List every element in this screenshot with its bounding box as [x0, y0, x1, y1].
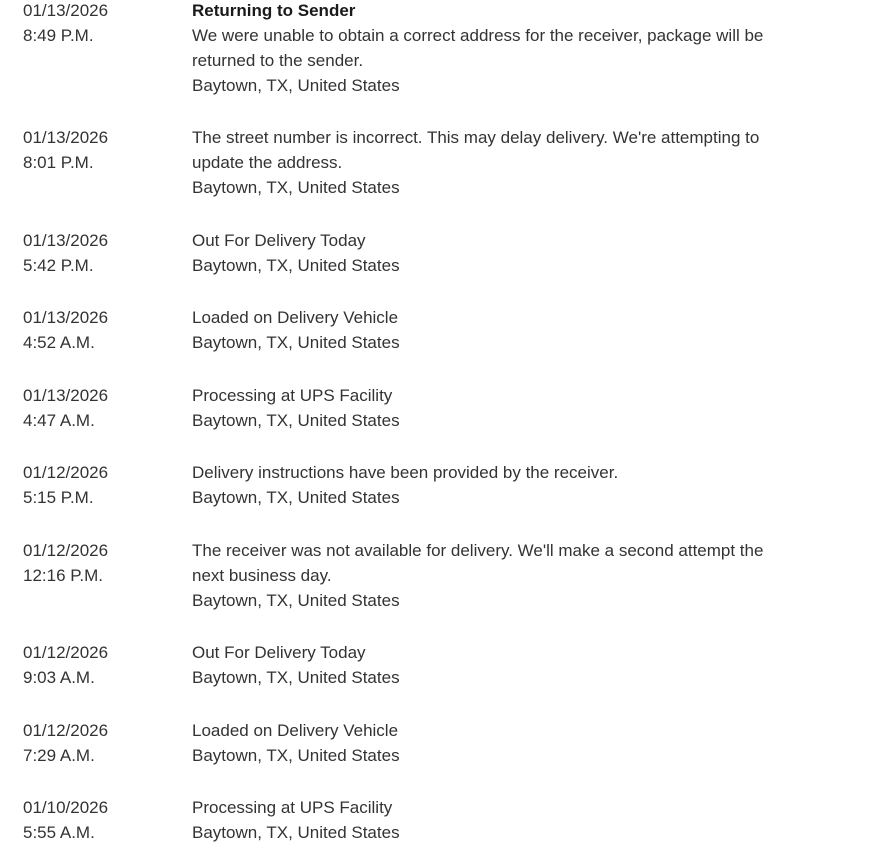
event-datetime — [23, 718, 183, 768]
event-datetime — [23, 460, 183, 510]
event-details — [192, 0, 792, 98]
event-datetime — [23, 0, 183, 48]
event-date: 01/13/2026 — [23, 1, 109, 20]
event-details — [192, 383, 792, 433]
event-datetime — [23, 538, 183, 588]
event-detail-line: next business day. — [192, 566, 332, 585]
event-time: 9:03 A.M. — [23, 668, 95, 687]
event-date: 01/13/2026 — [23, 128, 109, 147]
event-location: Baytown, TX, United States — [192, 591, 400, 610]
event-status: Loaded on Delivery Vehicle — [192, 721, 399, 740]
event-location: Baytown, TX, United States — [192, 333, 400, 352]
event-detail-line: returned to the sender. — [192, 51, 364, 70]
event-date: 01/12/2026 — [23, 463, 109, 482]
event-details — [192, 305, 792, 355]
event-date: 01/13/2026 — [23, 308, 109, 327]
event-datetime — [23, 228, 183, 278]
event-details — [192, 795, 792, 845]
event-date: 01/10/2026 — [23, 798, 109, 817]
event-location: Baytown, TX, United States — [192, 746, 400, 765]
event-details — [192, 125, 792, 200]
event-datetime — [23, 383, 183, 433]
event-time: 7:29 A.M. — [23, 746, 95, 765]
event-detail-line: update the address. — [192, 153, 343, 172]
event-status: Processing at UPS Facility — [192, 386, 393, 405]
event-time: 5:15 P.M. — [23, 488, 94, 507]
event-time: 4:52 A.M. — [23, 333, 95, 352]
event-details — [192, 640, 792, 690]
event-time: 8:01 P.M. — [23, 153, 94, 172]
event-status: Loaded on Delivery Vehicle — [192, 308, 399, 327]
event-datetime — [23, 305, 183, 355]
event-time: 5:42 P.M. — [23, 256, 94, 275]
event-datetime — [23, 795, 183, 845]
event-status: Out For Delivery Today — [192, 643, 366, 662]
event-detail-line: The street number is incorrect. This may delay delivery. We're attempting to — [192, 128, 760, 147]
event-date: 01/12/2026 — [23, 541, 109, 560]
event-date: 01/13/2026 — [23, 231, 109, 250]
event-status: Out For Delivery Today — [192, 231, 366, 250]
event-details — [192, 538, 792, 613]
event-date: 01/12/2026 — [23, 643, 109, 662]
event-details — [192, 460, 792, 510]
event-details — [192, 718, 792, 768]
event-status: Returning to Sender — [192, 1, 356, 20]
event-datetime — [23, 125, 183, 175]
event-location: Baytown, TX, United States — [192, 823, 400, 842]
event-location: Baytown, TX, United States — [192, 178, 400, 197]
event-date: 01/13/2026 — [23, 386, 109, 405]
event-location: Baytown, TX, United States — [192, 488, 400, 507]
event-details — [192, 228, 792, 278]
event-time: 5:55 A.M. — [23, 823, 95, 842]
event-time: 8:49 P.M. — [23, 26, 94, 45]
event-status: Processing at UPS Facility — [192, 798, 393, 817]
event-time: 12:16 P.M. — [23, 566, 104, 585]
event-date: 01/12/2026 — [23, 721, 109, 740]
event-datetime — [23, 640, 183, 690]
event-status: Delivery instructions have been provided by the receiver. — [192, 463, 619, 482]
event-location: Baytown, TX, United States — [192, 256, 400, 275]
event-detail-line: We were unable to obtain a correct address for the receiver, package will be — [192, 26, 764, 45]
event-location: Baytown, TX, United States — [192, 668, 400, 687]
event-location: Baytown, TX, United States — [192, 411, 400, 430]
event-detail-line: The receiver was not available for delivery. We'll make a second attempt the — [192, 541, 764, 560]
event-location: Baytown, TX, United States — [192, 76, 400, 95]
event-time: 4:47 A.M. — [23, 411, 95, 430]
